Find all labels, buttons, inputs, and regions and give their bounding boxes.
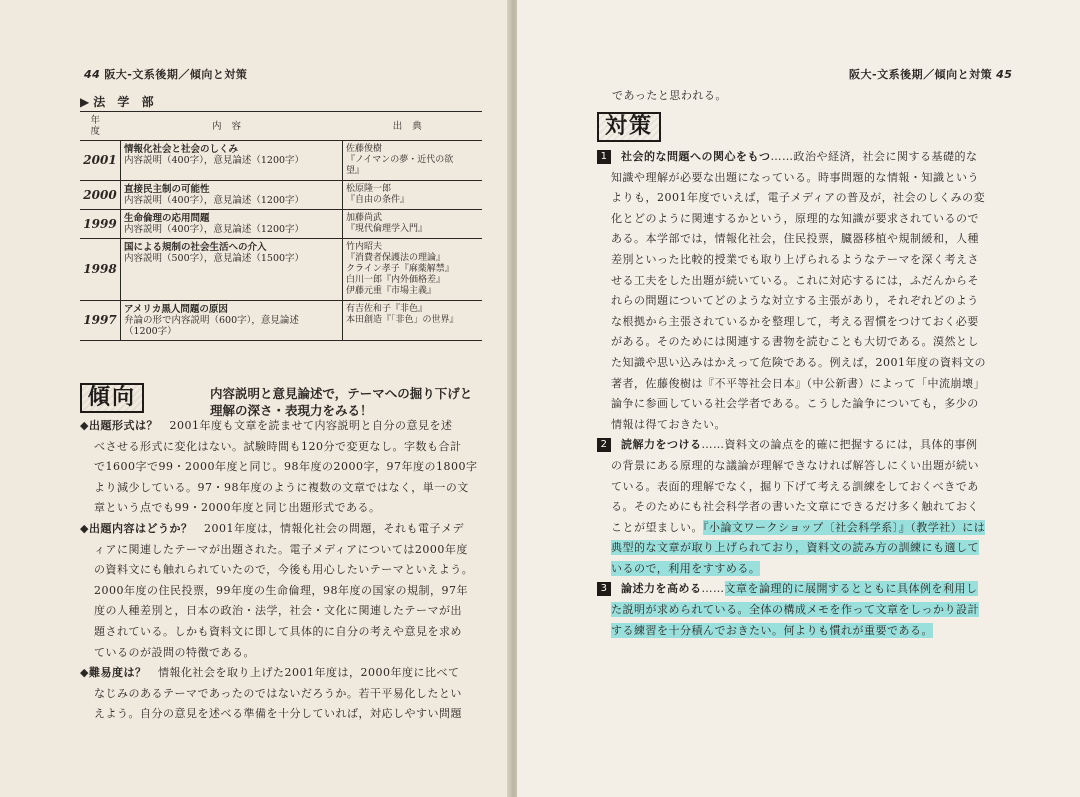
line-text: 化とどのように関連するかという，原理的な知識が要求されているので [611, 211, 979, 225]
source-line: 『消費者保護法の理論』 [346, 253, 446, 263]
line-text: ことが望ましい。 [611, 520, 703, 534]
paragraph-line [80, 643, 490, 664]
paragraph-line [597, 271, 1037, 292]
source-cell [343, 301, 483, 341]
line-text: 差別といった比較的授業でも取り上げられるようなテーマを深く考えさ [611, 252, 979, 266]
source-line: 『自由の条件』 [346, 195, 410, 205]
line-text: ている。表面的理解でなく，掘り下げて考える訓練をしておくべきであ [611, 479, 979, 493]
left-page [0, 0, 512, 797]
paragraph-line [80, 437, 490, 458]
paragraph-line [597, 559, 1037, 580]
paragraph-line [597, 312, 1037, 333]
line-text: 章という点でも99・2000年度と同じ出題形式である。 [94, 501, 381, 515]
line-text: れらの問題についてどのような対立する主張があり，それぞれどのよう [611, 294, 979, 308]
content-detail: 弁論の形で内容説明（600字），意見論述 [124, 315, 299, 326]
source-line: 有吉佐和子『非色』 [346, 304, 428, 314]
paragraph-line [80, 622, 490, 643]
paragraph-line [597, 579, 1037, 600]
year-cell: 1998 [80, 239, 121, 301]
paragraph-line [597, 518, 1037, 539]
paragraph-line [597, 394, 1037, 415]
paragraph-line [597, 600, 1037, 621]
running-title: 阪大-文系後期／傾向と対策 [849, 68, 993, 81]
table-row [80, 301, 482, 341]
line-text: 情報は得ておきたい。 [611, 417, 726, 431]
item-label: 社会的な問題への関心をもつ [621, 150, 771, 163]
line-text: 2001年度は，情報化社会の問題，それも電子メデ [203, 521, 464, 535]
source-line: 佐藤俊樹 [346, 144, 383, 154]
source-line: 松原隆一郎 [346, 184, 392, 194]
content-cell [121, 210, 343, 239]
item-number: 1 [597, 150, 611, 164]
content-title: 情報化社会と社会のしくみ [124, 144, 239, 155]
highlighted-text: 典型的な文章が取り上げられており，資料文の読み方の訓練にも適して [611, 541, 979, 555]
trend-label: 傾向 [80, 383, 144, 413]
paragraph-line [597, 497, 1037, 518]
source-line: 加藤尚武 [346, 213, 383, 223]
table-row [80, 181, 482, 210]
paragraph-line [597, 538, 1037, 559]
col-source: 出典 [343, 112, 483, 141]
year-cell: 2000 [80, 181, 121, 210]
line-text: 2000年度の住民投票，99年度の生命倫理，98年度の国家の規制，97年 [94, 583, 468, 597]
content-title: アメリカ黒人問題の原因 [124, 304, 228, 315]
paragraph-line [80, 457, 490, 478]
year-cell: 1999 [80, 210, 121, 239]
line-text: の資料文にも触れられていたので，今後も用心したいテーマといえよう。 [94, 563, 474, 577]
content-detail: 内容説明（400字），意見論述（1200字） [124, 224, 305, 235]
line-text: 論争に参画している社会学者である。こうした論争についても，多少の [611, 397, 979, 411]
paragraph-line [597, 250, 1037, 271]
highlighted-text: 『小論文ワークショップ〔社会科学系〕』（教学社）には [703, 520, 986, 534]
paragraph-line [80, 560, 490, 581]
line-text: えよう。自分の意見を述べる準備を十分していれば，対応しやすい問題 [94, 707, 462, 721]
section-title: ▶法 学 部 [80, 95, 158, 109]
col-year: 年度 [80, 112, 121, 141]
line-text: ……政治や経済，社会に関する基礎的な [770, 150, 978, 163]
item-number: 3 [597, 582, 611, 596]
line-text: より減少している。97・98年度のように複数の文章ではなく，単一の文 [94, 480, 469, 494]
source-cell [343, 141, 483, 181]
line-text: ィアに関連したテーマが出題された。電子メディアについては2000年度 [94, 542, 468, 556]
countermeasure-item [597, 435, 1037, 579]
line-text: 知識や理解が必要な出題になっている。時事問題的な情報・知識という [611, 170, 979, 184]
content-cell [121, 141, 343, 181]
paragraph-line [597, 621, 1037, 642]
content-title: 直接民主制の可能性 [124, 184, 210, 195]
highlighted-text: する練習を十分積んでおきたい。何よりも慣れが重要である。 [611, 623, 933, 637]
paragraph-line [597, 374, 1037, 395]
line-text: で1600字で99・2000年度と同じ。98年度の2000字，97年度の1800字 [94, 460, 478, 474]
line-text: た知識や思い込みはかえって危険である。例えば，2001年度の資料文の [611, 355, 986, 369]
highlighted-text: いるので，利用をすすめる。 [611, 561, 761, 575]
countermeasure-item [597, 579, 1037, 641]
content-title: 生命倫理の応用問題 [124, 213, 210, 224]
content-detail: 内容説明（400字），意見論述（1200字） [124, 155, 305, 166]
source-cell [343, 181, 483, 210]
line-text: な根拠から主張されているかを整理して，考える習慣をつけておく必要 [611, 314, 979, 328]
paragraph-line [597, 332, 1037, 353]
paragraph-label: ◆難易度は？ [80, 666, 147, 680]
line-text: なじみのあるテーマであったのではないだろうか。若干平易化したとい [94, 686, 462, 700]
running-title: 阪大-文系後期／傾向と対策 [104, 68, 248, 81]
paragraph-line [597, 435, 1037, 456]
paragraph-line [80, 663, 490, 684]
trend-paragraph [80, 519, 490, 663]
source-line: 望』 [346, 166, 365, 176]
content-detail: 内容説明（500字），意見論述（1500字） [124, 253, 305, 264]
question-source-table [80, 111, 482, 341]
table-row [80, 141, 482, 181]
source-line: クライン孝子『麻薬解禁』 [346, 264, 454, 274]
item-number: 2 [597, 438, 611, 452]
intro-line: であったと思われる。 [612, 89, 727, 102]
year-cell: 1997 [80, 301, 121, 341]
paragraph-line [597, 291, 1037, 312]
col-content: 内容 [121, 112, 343, 141]
line-text: 2001年度も文章を読ませて内容説明と自分の意見を述 [169, 419, 453, 432]
line-text: る。そのためにも社会科学者の書いた文章にできるだけ多く触れておく [611, 500, 979, 514]
source-line: 白川一郎『内外価格差』 [346, 275, 446, 285]
item-label: 読解力をつける [621, 438, 702, 452]
source-line: 『現代倫理学入門』 [346, 224, 428, 234]
line-text: ているのが設問の特徴である。 [94, 645, 255, 659]
paragraph-label: ◆出題内容はどうか？ [80, 521, 193, 535]
highlighted-text: 文章を論理的に展開するとともに具体例を利用し [724, 582, 978, 596]
table-row [80, 210, 482, 239]
subtitle-line: 内容説明と意見論述で，テーマへの掘り下げと [210, 386, 473, 401]
paragraph-line [597, 353, 1037, 374]
left-page-header [80, 66, 247, 82]
line-text: …… [701, 582, 725, 596]
content-title: 国による規制の社会生活への介入 [124, 242, 267, 253]
content-detail: （1200字） [124, 326, 177, 337]
paragraph-line [80, 684, 490, 705]
trend-paragraph [80, 416, 490, 519]
paragraph-line [597, 477, 1037, 498]
paragraph-line [80, 478, 490, 499]
line-text: がある。そのためには関連する書物を読むことも大切である。漠然とし [611, 335, 979, 349]
line-text: の背景にある原理的な議論が理解できなければ解答しにくい出題が続い [611, 458, 979, 472]
source-line: 本田創造『「非色」の世界』 [346, 315, 459, 325]
paragraph-line [80, 416, 490, 437]
content-cell [121, 301, 343, 341]
paragraph-line [597, 188, 1037, 209]
paragraph-line [80, 601, 490, 622]
line-text: ある。本学部では，情報化社会，住民投票，臓器移植や規制緩和，人種 [611, 232, 979, 246]
line-text: せる工夫をした出題が続いている。これに対応するには，ふだんからそ [611, 273, 979, 287]
paragraph-line [597, 147, 1037, 168]
line-text: 著者，佐藤俊樹は『不平等社会日本』（中公新書）によって「中流崩壊」 [611, 376, 985, 390]
trend-banner [80, 383, 144, 413]
line-text: 情報化社会を取り上げた2001年度は，2000年度に比べて [157, 666, 460, 680]
content-cell [121, 239, 343, 301]
line-text: 題されている。しかも資料文に即して具体的に自分の考えや意見を求め [94, 624, 462, 638]
trend-subtitle [210, 385, 490, 419]
paragraph-line [80, 540, 490, 561]
line-text: 度の人種差別と，日本の政治・法学，社会・文化に関連したテーマが出 [94, 604, 462, 618]
paragraph-line [597, 229, 1037, 250]
source-line: 『ノイマンの夢・近代の欲 [346, 155, 454, 165]
paragraph-line [597, 209, 1037, 230]
paragraph-line [80, 519, 490, 540]
countermeasure-body [597, 147, 1037, 641]
page-number: 44 [84, 68, 101, 81]
page-number: 45 [996, 68, 1013, 81]
line-text: ……資料文の論点を的確に把握するには，具体的事例 [701, 438, 978, 452]
item-label: 論述力を高める [621, 582, 702, 596]
highlighted-text: た説明が求められている。全体の構成メモを作って文章をしっかり設計 [611, 603, 979, 617]
paragraph-line [597, 456, 1037, 477]
paragraph-line [597, 415, 1037, 436]
countermeasure-item [597, 147, 1037, 435]
line-text: べさせる形式に変化はない。試験時間も120分で変更なし。字数も合計 [94, 439, 462, 453]
content-cell [121, 181, 343, 210]
trend-paragraph [80, 663, 490, 725]
content-detail: 内容説明（400字），意見論述（1200字） [124, 195, 305, 206]
line-text: よりも，2001年度でいえば，電子メディアの普及が，社会のしくみの変 [611, 191, 986, 205]
paragraph-line [597, 168, 1037, 189]
countermeasure-label: 対策 [597, 112, 661, 142]
source-line: 伊藤元重『市場主義』 [346, 286, 437, 296]
table-row [80, 239, 482, 301]
subtitle-line: 理解の深さ・表現力をみる！ [210, 403, 373, 418]
countermeasure-banner [597, 112, 661, 142]
right-page-header [849, 66, 1016, 82]
source-cell [343, 210, 483, 239]
paragraph-line [80, 498, 490, 519]
paragraph-line [80, 704, 490, 725]
right-page [517, 0, 1080, 797]
paragraph-line [80, 581, 490, 602]
paragraph-label: ◆出題形式は？ [80, 419, 158, 432]
year-cell: 2001 [80, 141, 121, 181]
source-line: 竹内昭夫 [346, 242, 383, 252]
trend-body [80, 416, 490, 725]
source-cell [343, 239, 483, 301]
